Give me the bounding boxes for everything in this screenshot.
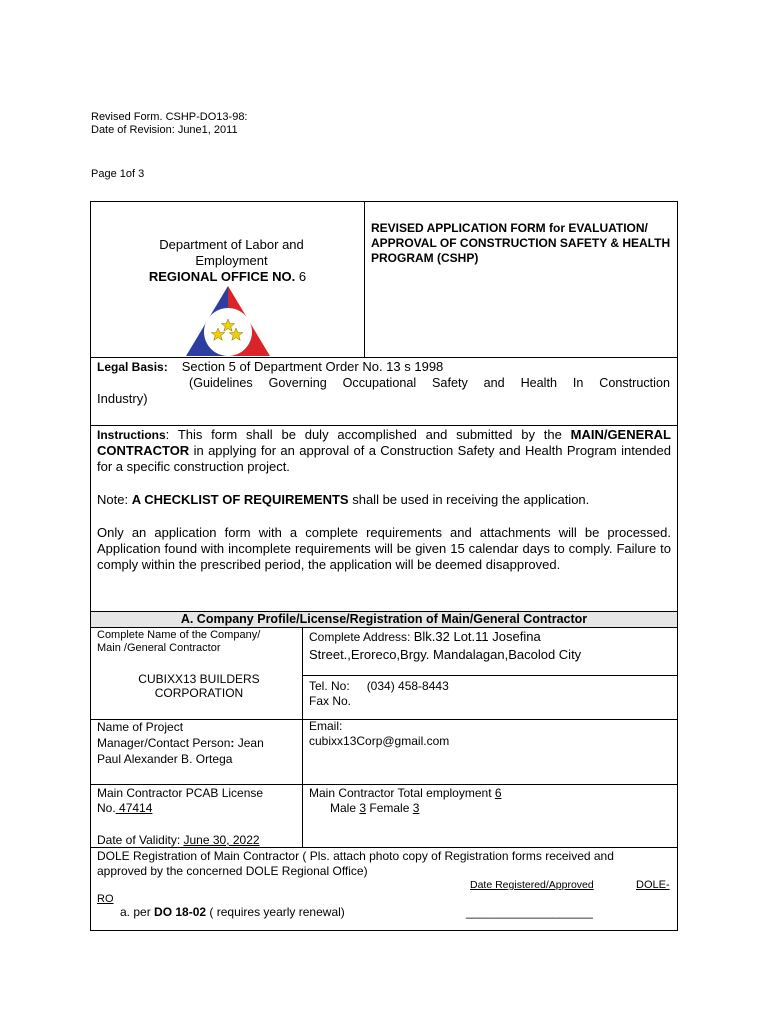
legal-basis-line-3: Industry) [97,391,148,406]
dole-ro-header-cont: RO [97,893,114,905]
application-form [90,201,678,931]
title-divider [364,202,365,358]
tel-value: (034) 458-8443 [366,679,449,693]
agency-line-1: Department of Labor and [159,237,304,252]
dole-logo [184,284,272,358]
employment-field: Main Contractor Total employment 6 Male 3 Female 3 [309,786,502,815]
row-divider [302,675,677,676]
project-manager-name: Jean [234,736,264,750]
agency-line-2: Employment [195,253,268,268]
legal-basis [97,359,670,407]
email-field [309,719,675,749]
legal-basis-label: Legal Basis: [97,360,168,374]
section-a-header [91,612,677,627]
note: Note: A CHECKLIST OF REQUIREMENTS shall be used in receiving the application. [97,492,590,507]
dole-ro-header: DOLE- [636,879,670,891]
tel-label: Tel. No: [309,679,350,693]
date-registered-blank[interactable]: ___________________ [466,905,593,919]
row-divider [91,425,677,426]
instructions: Instructions: This form shall be duly accomplished and submitted by the MAIN/GENERAL CONTRACTOR in applying for an approval of a Construction Safety and Health Program intended for a specific construction project. Note: A CHECKLIST OF REQUIREMENTS shall be used in receiving the application. Only an application form with a complete requirements and attachments will be processed. Application found with incomplete requirements will be given 15 calendar days to comply. Failure to comply within the prescribed period, the application will be deemed disapproved. [97,427,671,572]
address-value: Blk.32 Lot.11 Josefina [413,629,541,644]
fax-label: Fax No. [309,694,352,708]
email-value: cubixx13Corp@gmail.com [309,734,450,748]
validity-date: June 30, 2022 [183,833,260,847]
column-divider [302,627,303,848]
row-divider [91,357,677,358]
row-divider [91,784,677,785]
revised-form-code: Revised Form. CSHP-DO13-98: [91,111,248,123]
form-title: REVISED APPLICATION FORM for EVALUATION/ APPROVAL OF CONSTRUCTION SAFETY & HEALTH PROGRAM (CSHP) [371,221,671,265]
section-a-title: A. Company Profile/License/Registration of Main/General Contractor [180,612,588,626]
registration-item-a: a. per DO 18-02 ( requires yearly renewal) [120,905,345,919]
page-number: Page 1of 3 [91,168,145,180]
date-of-revision: Date of Revision: June1, 2011 [91,124,238,136]
regional-office: REGIONAL OFFICE NO. 6 [148,269,307,284]
agency-name [91,237,364,285]
date-registered-header: Date Registered/Approved [470,879,594,891]
male-count: 3 [359,801,367,815]
company-name-field: Complete Name of the Company/ Main /General Contractor CUBIXX13 BUILDERS CORPORATION [97,629,301,700]
female-count: 3 [412,801,420,815]
processing-notice: Only an application form with a complete requirements and attachments will be processed. Application found with incomplete requirements will be given 15 calendar days to comply. Failure to comply within the prescribed period, the application will be deemed disapproved. [97,525,671,572]
legal-basis-line-2: (Guidelines Governing Occupational Safety and Health In Construction [189,376,670,390]
dole-registration: DOLE Registration of Main Contractor ( Pls. attach photo copy of Registration forms received and approved by the concerned DOLE Regional Office) [97,849,614,878]
address-field: Complete Address: Blk.32 Lot.11 Josefina Street.,Eroreco,Brgy. Mandalagan,Bacolod City [309,629,582,662]
employment-total: 6 [494,786,502,800]
pcab-license-number: 47414 [115,801,153,815]
company-name: CUBIXX13 BUILDERS [138,672,260,686]
project-manager-field: Name of Project Manager/Contact Person: Jean Paul Alexander B. Ortega [97,720,264,766]
address-label: Complete Address: [309,630,414,644]
instructions-label: Instructions [97,428,166,442]
contact-numbers [309,679,675,709]
pcab-license-field: Main Contractor PCAB License No. 47414 Date of Validity: June 30, 2022 [97,786,264,847]
email-label: Email: [309,719,343,733]
legal-basis-line-1: Section 5 of Department Order No. 13 s 1998 [181,359,444,374]
